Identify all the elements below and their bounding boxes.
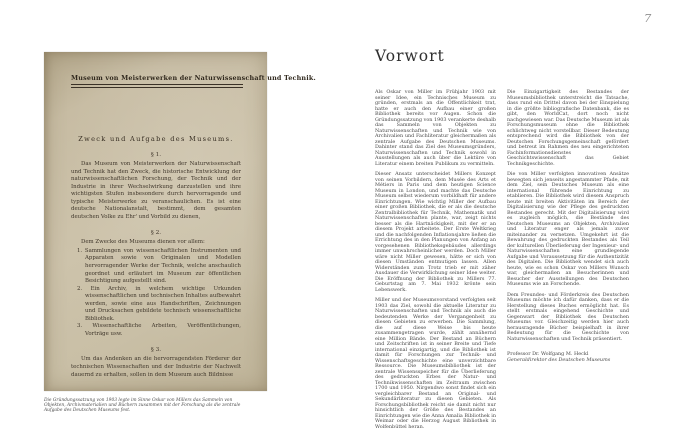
section-2-label: § 2. xyxy=(150,230,162,237)
document-title: Museum von Meisterwerken der Naturwissenschaft und Technik. xyxy=(71,74,316,82)
text-column-2 xyxy=(507,90,629,363)
col1-paragraph-2: Dieser Ansatz unterscheidet Millers Konzept von seinen Vorbildern, dem Musée des Arts et Métiers in Paris und dem heutigen Science Museum in London, und machte das Deutsche Museum selbst wiederum vorbildhaft für andere Einrichtungen. Wie wichtig Miller der Aufbau einer großen Bibliothek, die er als die deutsche Zentralbibliothek für Technik, Mathematik und Naturwissenschaften plante, war, zeigt nichts besser als die Hartnäckigkeit, mit der er an diesem Projekt arbeitete. Der Erste Weltkrieg und die nachfolgenden Inflationsjahre ließen die Errichtung des in den Planungen von Anfang an vorgesehenen Bibliotheksgebäudes allerdings immer unwahrscheinlicher werden. Doch Miller wäre nicht Miller gewesen, hätte er sich von diesen Umständen entmutigen lassen. Allen Widerständen zum Trotz trieb er mit zäher Ausdauer die Verwirklichung seiner Idee weiter. Die Eröffnung der Bibliothek zu Millers 77. Geburtstag am 7. Mai 1932 krönte sein Lebenswerk. xyxy=(375,171,496,293)
page-number: 7 xyxy=(644,11,652,25)
col1-paragraph-1: Als Oskar von Miller im Frühjahr 1903 mit seiner Idee, ein Technisches Museum zu gründen, erstmals an die Öffentlichkeit trat, hatte er auch den Aufbau einer großen Bibliothek bereits vor Augen. Schon die Gründungssatzung von 1903 verankerte deshalb das Sammeln von Objekten zu Naturwissenschaften und Technik wie von Archivalien und Fachliteratur gleichermaßen als zentrale Aufgabe des Deutschen Museums. Dahinter stand das Ziel des Museumsgründers, Naturwissenschaften und Technik sowohl in Ausstellungen als auch über die Lektüre von Literatur einem breiten Publikum zu vermitteln. xyxy=(375,89,496,167)
col2-paragraph-2: Die von Miller verfolgten innovativen Ansätze bewegten sich jenseits angestammter Pfade, mit dem Ziel, sein Deutsches Museum als eine international führende Einrichtung zu etablieren. Die Bibliothek wird diesem Anspruch heute mit breiten Aktivitäten im Bereich der Digitalisierung wie der Pflege des gedruckten Bestandes gerecht. Mit der Digitalisierung wird es zugleich möglich, die Bestände des Deutschen Museums an Objekten, Archivalien und Literatur enger als jemals zuvor miteinander zu vernetzen. Umgekehrt ist die Bewahrung des gedruckten Bestandes als Teil der kulturellen Überlieferung der Ingenieur- und Naturwissenschaften eine grundlegende Aufgabe und Voraussetzung für die Authentizität des Digitalen. Die Bibliothek wendet sich auch heute, wie es schon Oskar von Millers Wunsch war, gleichermaßen an Besucherinnen und Besucher der Ausstellungen des Deutschen Museums wie an Forschende. xyxy=(507,171,629,287)
col1-paragraph-3: Miller und der Museumsvorstand verfolgten seit 1903 das Ziel, sowohl die aktuelle Literatur zu Naturwissenschaften und Technik als auch die bedeutenden Werke der Vergangenheit zu diesen Gebieten zu erwerben. Die Sammlung, die auf diese Weise bis heute zusammengetragen wurde, zählt annähernd eine Million Bände. Der Bestand an Büchern und Zeitschriften ist in seiner Breite und Tiefe international einzigartig, und die Bibliothek ist damit für Forschungen zur Technik- und Wissenschaftsgeschichte eine unverzichtbare Ressource. Die Museumsbibliothek ist der zentrale Wissensspeicher für die Überlieferung des gedruckten Erbes der Natur- und Technikwissenschaften im Zeitraum zwischen 1700 und 1950. Nirgendwo sonst findet sich ein vergleichbarer Bestand an Original- und Sekundärliteratur zu diesen Gebieten. Als Forschungsbibliothek reicht sie damit nicht nur hinsichtlich der Größe des Bestandes an Einrichtungen wie die Anna Amalia Bibliothek in Weimar oder die Herzog August Bibliothek in Wolfenbüttel heran. xyxy=(375,297,497,430)
section-1-label: § 1. xyxy=(150,152,162,158)
signature-block xyxy=(507,351,629,363)
scanned-statute-document xyxy=(44,52,316,391)
photo-caption: Die Gründungssatzung von 1903 legte im Sinne Oskar von Millers das Sammeln von Objekten, Archivmaterialien und Büchern zusammen mit der Forschung als die zentrale Aufgabe des Deutschen Museums fest. xyxy=(44,398,241,413)
title-double-rule xyxy=(71,84,243,88)
section-3-text: Um das Andenken an die hervorragendsten Förderer der technischen Wissenschaften und der Industrie der Nachwelt dauernd zu erhalten, sollen in dem Museum auch Bildnisse xyxy=(71,356,241,378)
signature-name: Professor Dr. Wolfgang M. Heckl xyxy=(507,351,589,357)
statute-list xyxy=(77,248,241,339)
col2-paragraph-1: Die Einzigartigkeit des Bestandes der Museumsbibliothek unterstreicht die Tatsache, dass rund ein Drittel davon bei der Einspielung in die größte bibliografische Datenbank, die es gibt, den WorldCat, dort noch nicht nachgewiesen war. Das Deutsche Museum ist als Forschungsmuseum ohne die Bibliothek schlichtweg nicht vorstellbar. Dieser Bedeutung entsprechend wird die Bibliothek von der Deutschen Forschungsgemeinschaft gefördert und betreut im Rahmen des neu eingerichteten Fachinformationsdienstes Geschichtswissenschaft das Gebiet Technikgeschichte. xyxy=(507,89,629,167)
signature-role: Generaldirektor des Deutschen Museums xyxy=(507,357,611,363)
section-1-text: Das Museum von Meisterwerken der Naturwissenschaft und Technik hat den Zweck, die historische Entwicklung der naturwissenschaftlichen Forschung, der Technik und der Industrie in ihrer Wechselwirkung darzustellen und ihre wichtigsten Stufen insbesondere durch hervorragende und typische Meisterwerke zu veranschaulichen. Es ist eine deutsche Nationalanstalt, bestimmt, dem gesamten deutschen Volke zu Ehr' und Vorbild zu dienen, xyxy=(71,161,241,220)
text-column-1 xyxy=(375,90,496,435)
document-heading: Zweck und Aufgabe des Museums. xyxy=(78,135,234,143)
section-3-label: § 3. xyxy=(150,347,162,354)
col2-paragraph-3: Dem Freundes- und Förderkreis des Deutschen Museums möchte ich dafür danken, dass er die Herstellung dieses Buches ermöglicht hat. Es stellt erstmals eingehend Geschichte und Gegenwart der Bibliothek des Deutschen Museums vor. Gleichzeitig werden hier auch herausragende Bücher beispielhaft in ihrer Bedeutung für die Geschichte von Naturwissenschaften und Technik präsentiert. xyxy=(507,291,629,342)
section-2-intro: Dem Zwecke des Museums dienen vor allem: xyxy=(81,239,205,246)
page-title: Vorwort xyxy=(375,47,445,65)
statute-list-item-3: 3. Wissenschaftliche Arbeiten, Veröffentlichungen, Vorträge usw. xyxy=(77,323,241,337)
statute-list-item-1: 1. Sammlungen von wissenschaftlichen Instrumenten und Apparaten sowie von Originalen und Modellen hervorragender Werke der Technik, welche anschaulich geordnet und erläutert im Museum zur öffentlichen Besichtigung aufgestellt sind. xyxy=(77,247,241,285)
statute-list-item-2: 2. Ein Archiv, in welchem wichtige Urkunden wissenschaftlichen und technischen Inhaltes aufbewahrt werden, sowie eine aus Handschriften, Zeichnungen und Drucksachen gebildete technisch wissenschaftliche Bibliothek. xyxy=(77,285,241,322)
